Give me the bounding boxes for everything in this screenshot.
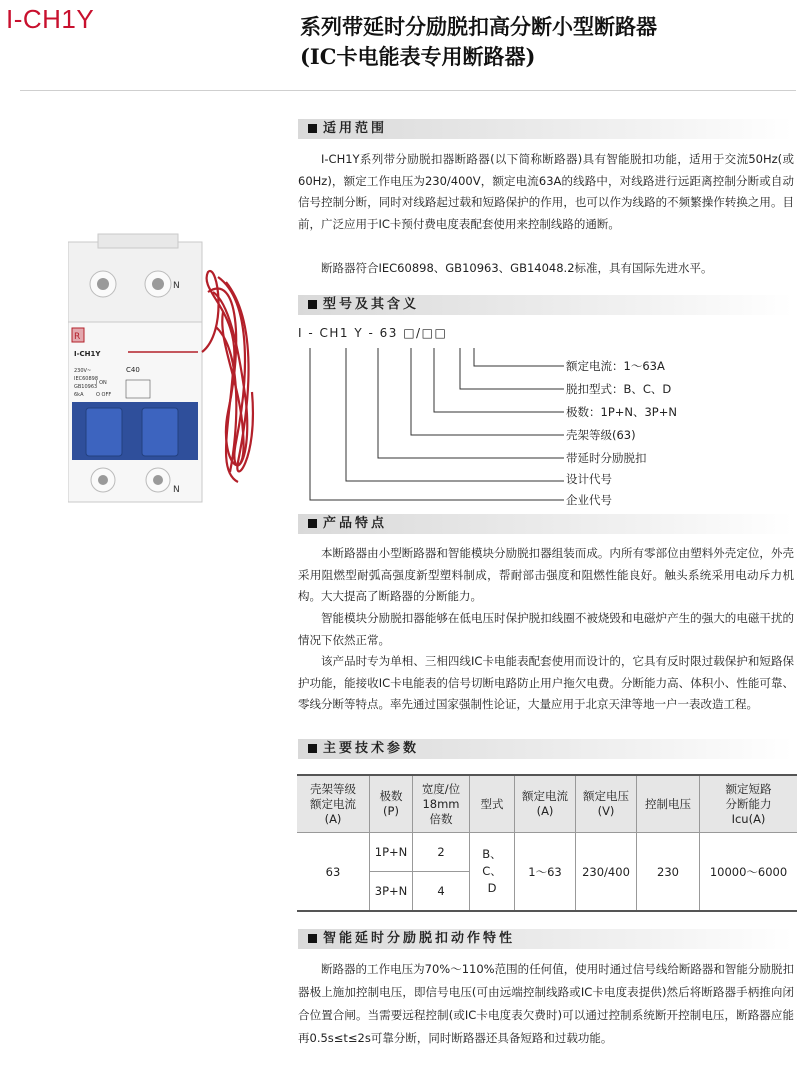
cell-breaking-capacity: 10000～6000 <box>700 833 798 912</box>
features-paragraph-1: 本断路器由小型断路器和智能模块分励脱扣器组装而成。内所有零部位由塑料外壳定位，外壳采用阻燃型耐弧高强度新型塑料制成，帮耐部击强度和阻燃性能良好。触头系统采用电动斥力机构。大大提高了断路器的分断能力。 <box>298 546 794 603</box>
cell-frame-current: 63 <box>297 833 370 912</box>
circuit-breaker-illustration <box>68 232 288 507</box>
title-line-1: 系列带延时分励脱扣高分断小型断路器 <box>300 14 657 39</box>
section-title: 产品特点 <box>323 516 388 531</box>
delay-paragraph-1: 断路器的工作电压为70%～110%范围的任何值，使用时通过信号线给断路器和智能分励脱扣器极上施加控制电压，即信号电压(可由远端控制线路或IC卡电度表提供)然后将断路器手柄推向闭合位置合闸。当需要远程控制(或IC卡电度表欠费时)可以通过控制系统断开控制电压，断路器应能再0.5s≤t≤2s可靠分断，同时断路器还具备短路和过载功能。 <box>298 962 794 1045</box>
table-row <box>297 833 797 872</box>
header-divider <box>20 90 796 91</box>
device-spec-3: GB10963 <box>74 384 98 390</box>
bullet-square-icon <box>308 744 317 753</box>
specs-table <box>297 774 797 912</box>
section-title: 主要技术参数 <box>323 741 420 756</box>
cell-rated-current: 1～63 <box>515 833 576 912</box>
page-title <box>300 12 657 72</box>
model-code: I - CH1 Y - 63 □/□□ <box>298 326 448 340</box>
col-type: 型式 <box>470 775 515 833</box>
model-label-shunt: 带延时分励脱扣 <box>566 451 647 465</box>
cell-width: 4 <box>413 872 470 912</box>
title-line-2: (IC卡电能表专用断路器) <box>300 44 536 69</box>
cell-poles: 3P+N <box>370 872 413 912</box>
brand-badge: R <box>74 332 81 342</box>
section-heading-model <box>298 295 793 315</box>
device-model: I-CH1Y <box>74 350 101 358</box>
col-frame-current: 壳架等级 额定电流 (A) <box>297 775 370 833</box>
model-label-poles: 极数：1P+N、3P+N <box>566 405 677 419</box>
features-paragraph-3: 该产品时专为单相、三相四线IC卡电能表配套使用而设计的，它具有反时限过载保护和短路保护功能，能接收IC卡电能表的信号切断电路防止用户拖欠电费。分断能力高、体积小、性能可靠、零线分断等特点。率先通过国家强制性论证，大量应用于北京天津等地一户一表改造工程。 <box>298 654 794 711</box>
section-title: 智能延时分励脱扣动作特性 <box>323 931 516 946</box>
model-label-frame: 壳架等级(63) <box>566 428 636 442</box>
product-image <box>68 232 288 507</box>
section-title: 型号及其含义 <box>323 297 420 312</box>
off-label: O OFF <box>96 392 112 398</box>
section-heading-scope <box>298 119 793 139</box>
col-rated-current: 额定电流 (A) <box>515 775 576 833</box>
bottom-terminal-label: N <box>173 485 180 495</box>
model-label-trip-type: 脱扣型式：B、C、D <box>566 382 672 396</box>
cell-poles: 1P+N <box>370 833 413 872</box>
features-paragraph-2: 智能模块分励脱扣器能够在低电压时保护脱扣线圈不被烧毁和电磁炉产生的强大的电磁干扰的情况下依然正常。 <box>298 611 794 647</box>
table-header-row <box>297 775 797 833</box>
brand-model: I-CH1Y <box>6 4 95 34</box>
col-control-voltage: 控制电压 <box>637 775 700 833</box>
col-poles: 极数 (P) <box>370 775 413 833</box>
section-title: 适用范围 <box>323 121 388 136</box>
bullet-square-icon <box>308 934 317 943</box>
device-spec-1: 230V~ <box>74 368 92 374</box>
bullet-square-icon <box>308 300 317 309</box>
model-code-diagram <box>298 340 568 510</box>
scope-paragraph-2: 断路器符合IEC60898、GB10963、GB14048.2标准，具有国际先进水平。 <box>321 261 713 275</box>
col-breaking-capacity: 额定短路 分断能力 Icu(A) <box>700 775 798 833</box>
model-label-company-code: 企业代号 <box>566 493 612 507</box>
top-terminal-label: N <box>173 281 180 291</box>
cell-types: B、 C、 D <box>470 833 515 912</box>
col-width: 宽度/位 18mm 倍数 <box>413 775 470 833</box>
on-label: I ON <box>96 380 107 386</box>
device-rating: C40 <box>126 366 140 374</box>
device-spec-2: IEC60898 <box>74 376 99 382</box>
model-label-design-code: 设计代号 <box>566 472 612 486</box>
signal-wire-coil <box>202 271 253 482</box>
section-heading-features <box>298 514 793 534</box>
section-heading-delay <box>298 929 793 949</box>
cell-control-voltage: 230 <box>637 833 700 912</box>
model-label-rated-current: 额定电流：1～63A <box>566 359 665 373</box>
device-spec-4: 6kA <box>74 392 84 398</box>
bullet-square-icon <box>308 519 317 528</box>
scope-paragraph-1: I-CH1Y系列带分励脱扣器断路器(以下简称断路器)具有智能脱扣功能，适用于交流50Hz(或60Hz)，额定工作电压为230/400V，额定电流63A的线路中，对线路进行远距离控制分断或自动信号控制分断，同时对线路起过载和短路保护的作用，也可以作为线路的不频繁操作转换之用。目前，广泛应用于IC卡预付费电度表配套使用来控制线路的通断。 <box>298 152 794 231</box>
col-rated-voltage: 额定电压 (V) <box>576 775 637 833</box>
bullet-square-icon <box>308 124 317 133</box>
cell-rated-voltage: 230/400 <box>576 833 637 912</box>
cell-width: 2 <box>413 833 470 872</box>
section-heading-params <box>298 739 793 759</box>
